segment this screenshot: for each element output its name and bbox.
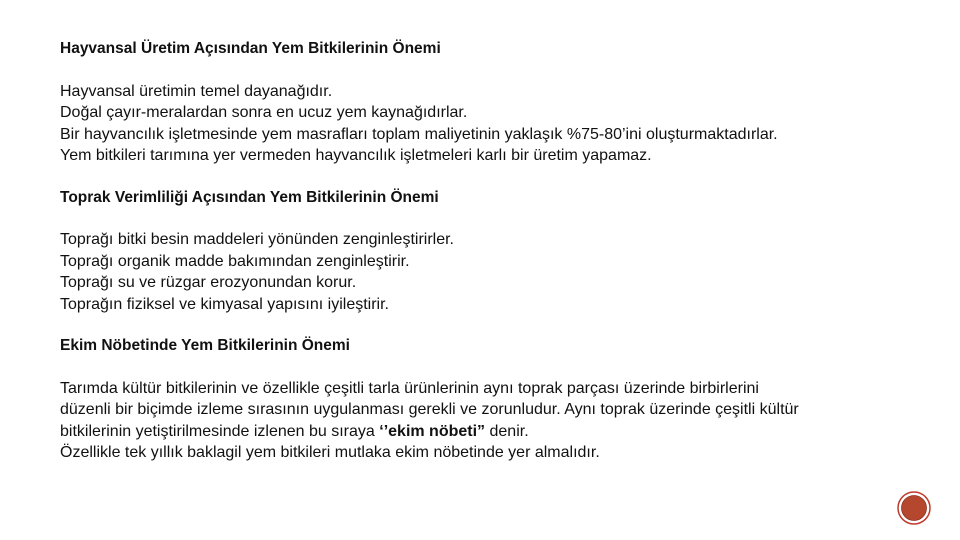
section-heading-animal-production: Hayvansal Üretim Açısından Yem Bitkilerinin Önemi: [60, 40, 441, 57]
body-line: Hayvansal üretimin temel dayanağıdır.: [60, 82, 333, 100]
body-line-with-term: [60, 421, 920, 443]
body-line: Özellikle tek yıllık baklagil yem bitkileri mutlaka ekim nöbetinde yer almalıdır.: [60, 444, 600, 461]
body-text: bitkilerinin yetiştirilmesinde izlenen bu sıraya: [60, 422, 380, 440]
body-line: Bir hayvancılık işletmesinde yem masrafları toplam maliyetinin yaklaşık %75-80’ini oluşturmaktadırlar.: [60, 125, 778, 143]
section-body-soil-fertility: [60, 229, 920, 315]
section-heading-soil-fertility: Toprak Verimliliği Açısından Yem Bitkilerinin Önemi: [60, 188, 439, 206]
decorative-circle-icon: [897, 491, 931, 525]
body-line: Doğal çayır-meralardan sonra en ucuz yem kaynağıdırlar.: [60, 104, 468, 121]
body-line: düzenli bir biçimde izleme sırasının uygulanması gerekli ve zorunludur. Aynı toprak üzerinde çeşitli kültür: [60, 401, 799, 418]
section-body-crop-rotation: [60, 378, 920, 464]
body-line: Tarımda kültür bitkilerinin ve özellikle çeşitli tarla ürünlerinin aynı toprak parçası üzerinde birbirlerini: [60, 379, 759, 397]
body-line: Toprağı su ve rüzgar erozyonundan korur.: [60, 274, 357, 291]
body-line: Toprağı organik madde bakımından zenginleştirir.: [60, 252, 410, 270]
section-body-animal-production: [60, 81, 920, 167]
highlighted-term: ‘’ekim nöbeti”: [379, 422, 486, 440]
body-line: Toprağın fiziksel ve kimyasal yapısını iyileştirir.: [60, 295, 389, 313]
section-heading-crop-rotation: Ekim Nöbetinde Yem Bitkilerinin Önemi: [60, 337, 350, 354]
slide-content: [60, 38, 920, 464]
body-line: Yem bitkileri tarımına yer vermeden hayvancılık işletmeleri karlı bir üretim yapamaz.: [60, 147, 652, 164]
body-line: Toprağı bitki besin maddeleri yönünden zenginleştirirler.: [60, 231, 454, 248]
body-text: denir.: [485, 422, 529, 440]
